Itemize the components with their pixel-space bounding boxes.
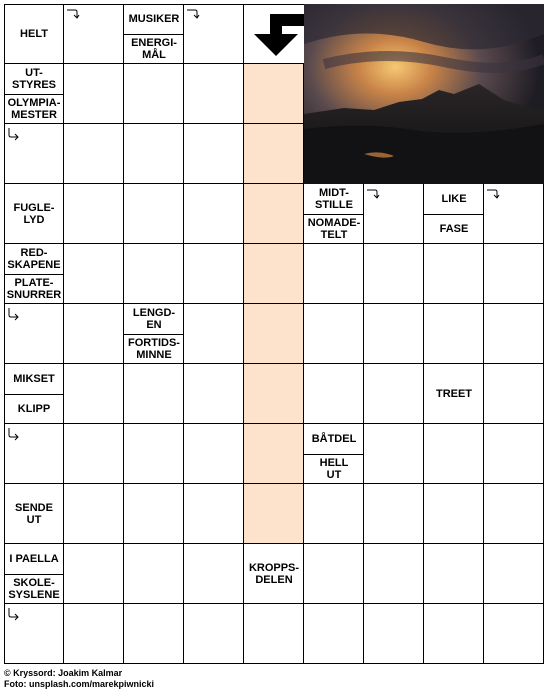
clue-text: FASE — [439, 223, 469, 235]
grid-cell[interactable] — [304, 364, 364, 424]
arrow-down-right-icon — [6, 307, 20, 321]
grid-cell[interactable] — [364, 484, 424, 544]
arrow-right-down-icon — [366, 187, 380, 201]
grid-cell[interactable] — [424, 244, 484, 304]
grid-cell[interactable] — [64, 124, 124, 184]
grid-cell[interactable] — [364, 544, 424, 604]
grid-cell[interactable] — [244, 364, 304, 424]
clue-text: LENGD- EN — [132, 307, 176, 331]
clue-text: MIKSET — [13, 373, 55, 385]
landscape-photo — [304, 4, 544, 184]
grid-cell[interactable] — [364, 424, 424, 484]
grid-cell[interactable] — [124, 244, 184, 304]
grid-cell[interactable] — [124, 364, 184, 424]
grid-cell[interactable] — [304, 484, 364, 544]
grid-cell[interactable] — [184, 64, 244, 124]
clue-text: I PAELLA — [9, 553, 59, 565]
photo-credit: Foto: unsplash.com/marekpiwnicki — [4, 679, 155, 689]
grid-cell[interactable] — [244, 244, 304, 304]
grid-cell[interactable] — [64, 244, 124, 304]
grid-cell[interactable] — [124, 604, 184, 664]
grid-cell[interactable] — [424, 304, 484, 364]
grid-cell[interactable] — [124, 184, 184, 244]
grid-cell[interactable] — [64, 64, 124, 124]
grid-cell[interactable] — [184, 364, 244, 424]
clue-text: HELT — [20, 28, 48, 40]
grid-cell[interactable] — [184, 544, 244, 604]
grid-cell[interactable] — [304, 304, 364, 364]
grid-cell[interactable] — [364, 604, 424, 664]
grid-cell[interactable] — [244, 484, 304, 544]
clue-text: NOMADE- TELT — [307, 217, 361, 241]
clue-text: BÅTDEL — [311, 433, 357, 445]
grid-cell[interactable] — [244, 124, 304, 184]
clue-text: TREET — [435, 388, 473, 400]
grid-cell[interactable] — [424, 424, 484, 484]
solution-arrow-icon — [248, 10, 304, 58]
clue-text: SKOLE- SYSLENE — [8, 577, 60, 601]
arrow-right-down-icon — [186, 7, 200, 21]
clue-text: OLYMPIA- MESTER — [7, 97, 61, 121]
grid-cell[interactable] — [364, 364, 424, 424]
grid-cell[interactable] — [184, 184, 244, 244]
grid-cell[interactable] — [64, 424, 124, 484]
grid-cell[interactable] — [364, 304, 424, 364]
grid-cell[interactable] — [244, 424, 304, 484]
arrow-right-down-icon — [486, 187, 500, 201]
arrow-down-right-icon — [6, 607, 20, 621]
grid-cell[interactable] — [484, 364, 544, 424]
clue-text: PLATE- SNURRER — [6, 277, 62, 301]
grid-cell[interactable] — [364, 244, 424, 304]
clue-text: HELL UT — [319, 457, 349, 481]
clue-text: MUSIKER — [128, 13, 180, 25]
grid-cell[interactable] — [184, 244, 244, 304]
grid-cell[interactable] — [244, 184, 304, 244]
grid-cell[interactable] — [484, 544, 544, 604]
grid-cell[interactable] — [244, 64, 304, 124]
grid-cell[interactable] — [484, 424, 544, 484]
grid-cell[interactable] — [424, 604, 484, 664]
grid-cell[interactable] — [64, 304, 124, 364]
clue-text: SENDE UT — [15, 502, 53, 526]
grid-cell[interactable] — [484, 244, 544, 304]
grid-cell[interactable] — [124, 124, 184, 184]
clue-text: ENERGI- MÅL — [131, 37, 177, 61]
arrow-down-right-icon — [6, 427, 20, 441]
grid-cell[interactable] — [484, 304, 544, 364]
arrow-right-down-icon — [66, 7, 80, 21]
clue-text: FUGLE- LYD — [13, 202, 55, 226]
clue-text: RED- SKAPENE — [7, 247, 61, 271]
grid-cell[interactable] — [244, 304, 304, 364]
grid-cell[interactable] — [64, 604, 124, 664]
grid-cell[interactable] — [424, 544, 484, 604]
grid-cell[interactable] — [184, 424, 244, 484]
clue-text: UT- STYRES — [11, 67, 56, 91]
grid-cell[interactable] — [124, 64, 184, 124]
clue-text: KROPPS- DELEN — [248, 562, 300, 586]
grid-cell[interactable] — [484, 484, 544, 544]
grid-cell[interactable] — [124, 424, 184, 484]
grid-cell[interactable] — [64, 184, 124, 244]
arrow-down-right-icon — [6, 127, 20, 141]
clue-text: FORTIDS- MINNE — [128, 337, 180, 361]
grid-cell[interactable] — [484, 604, 544, 664]
grid-cell[interactable] — [424, 484, 484, 544]
grid-cell[interactable] — [184, 484, 244, 544]
grid-cell[interactable] — [244, 604, 304, 664]
grid-cell[interactable] — [304, 244, 364, 304]
grid-cell[interactable] — [184, 304, 244, 364]
grid-cell[interactable] — [184, 124, 244, 184]
grid-cell[interactable] — [124, 484, 184, 544]
grid-cell[interactable] — [304, 604, 364, 664]
clue-text: KLIPP — [17, 403, 51, 415]
clue-text: LIKE — [441, 193, 467, 205]
grid-cell[interactable] — [64, 544, 124, 604]
grid-cell[interactable] — [64, 484, 124, 544]
grid-cell[interactable] — [124, 544, 184, 604]
clue-text: MIDT- STILLE — [315, 187, 353, 211]
grid-cell[interactable] — [184, 604, 244, 664]
grid-cell[interactable] — [304, 544, 364, 604]
grid-cell[interactable] — [64, 364, 124, 424]
crossword-credit: © Kryssord: Joakim Kalmar — [4, 668, 123, 678]
